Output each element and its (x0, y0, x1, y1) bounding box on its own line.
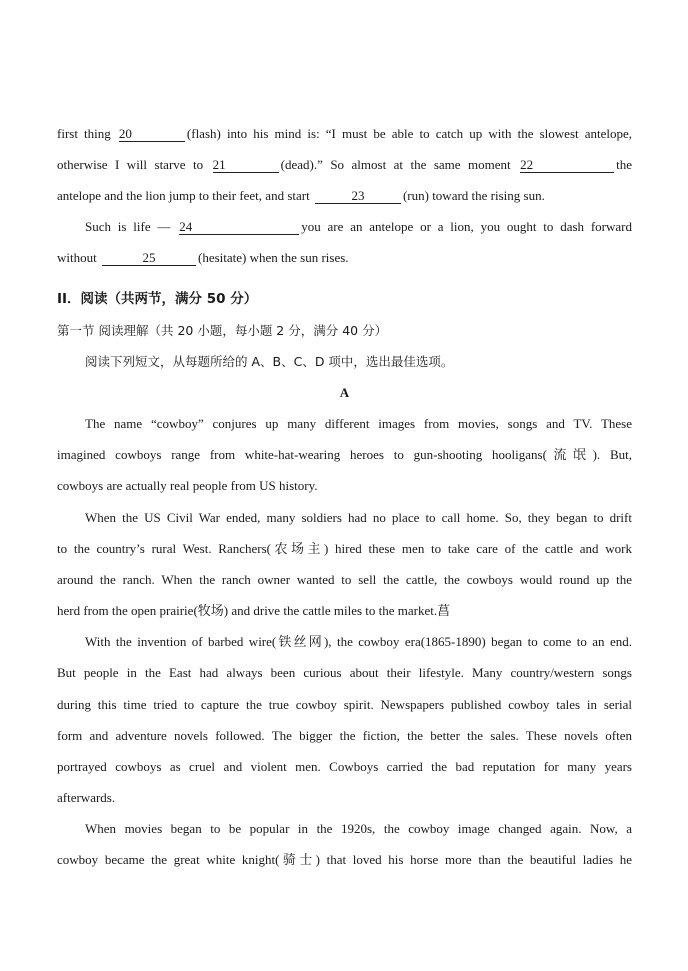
cloze-line-3 (57, 187, 632, 205)
text: (hesitate) when the sun rises. (197, 250, 349, 265)
cloze-line-4 (85, 218, 632, 236)
cloze-line-2 (57, 156, 632, 174)
instruction: 阅读下列短文，从每题所给的 A、B、C、D 项中，选出最佳选项。 (85, 354, 454, 369)
text: (dead).” So almost at the same moment (280, 157, 511, 172)
passage-line: cowboys are actually real people from US history. (57, 478, 318, 493)
text: otherwise I will starve to (57, 157, 204, 172)
text: antelope and the lion jump to their feet, and start (57, 188, 310, 203)
blank-22[interactable]: 22 (520, 157, 614, 173)
passage-line: When movies began to be popular in the 1920s, the cowboy image changed again. Now, a (85, 821, 632, 836)
passage-line: portrayed cowboys as cruel and violent men. Cowboys carried the bad reputation for many years (57, 759, 632, 774)
blank-24[interactable]: 24 (179, 219, 299, 235)
part1-heading: 第一节 阅读理解（共 20 小题，每小题 2 分，满分 40 分） (57, 323, 388, 338)
passage-line: to the country’s rural West. Ranchers(农场主) hired these men to take care of the cattle and work (57, 541, 632, 556)
passage-line: cowboy became the great white knight(骑士) that loved his horse more than the beautiful ladies he (57, 852, 632, 867)
blank-25[interactable]: 25 (102, 250, 196, 266)
blank-21[interactable]: 21 (213, 157, 279, 173)
text: Such is life — (85, 219, 171, 234)
text: you are an antelope or a lion, you ought to dash forward (301, 219, 632, 234)
passage-line: The name “cowboy” conjures up many different images from movies, songs and TV. These (85, 416, 632, 431)
passage-line: But people in the East had always been curious about their lifestyle. Many country/western songs (57, 665, 632, 680)
text: first thing (57, 126, 111, 141)
passage-line: When the US Civil War ended, many soldiers had no place to call home. So, they began to drift (85, 510, 632, 525)
cloze-line-5 (57, 249, 632, 267)
passage-line: during this time tried to capture the true cowboy spirit. Newspapers published cowboy tales in serial (57, 697, 632, 712)
passage-line: afterwards. (57, 790, 116, 805)
passage-line: imagined cowboys range from white-hat-wearing heroes to gun-shooting hooligans(流氓). But, (57, 447, 632, 462)
text: (flash) into his mind is: “I must be able to catch up with the slowest antelope, (186, 126, 632, 141)
blank-20[interactable]: 20 (119, 126, 185, 142)
text: the (616, 157, 632, 172)
passage-line: form and adventure novels followed. The bigger the fiction, the better the sales. These novels often (57, 728, 632, 743)
text: (run) toward the rising sun. (402, 188, 545, 203)
passage-line: around the ranch. When the ranch owner wanted to sell the cattle, the cowboys would round up the (57, 572, 632, 587)
section-heading: II．阅读（共两节，满分 50 分） (57, 291, 258, 307)
blank-23[interactable]: 23 (315, 188, 401, 204)
cloze-line-1 (57, 125, 632, 143)
text: without (57, 250, 97, 265)
passage-label: A (339, 385, 350, 400)
passage-line: herd from the open prairie(牧场) and drive the cattle miles to the market.菖 (57, 603, 451, 618)
passage-line: With the invention of barbed wire(铁丝网), the cowboy era(1865-1890) began to come to an end. (85, 634, 632, 649)
